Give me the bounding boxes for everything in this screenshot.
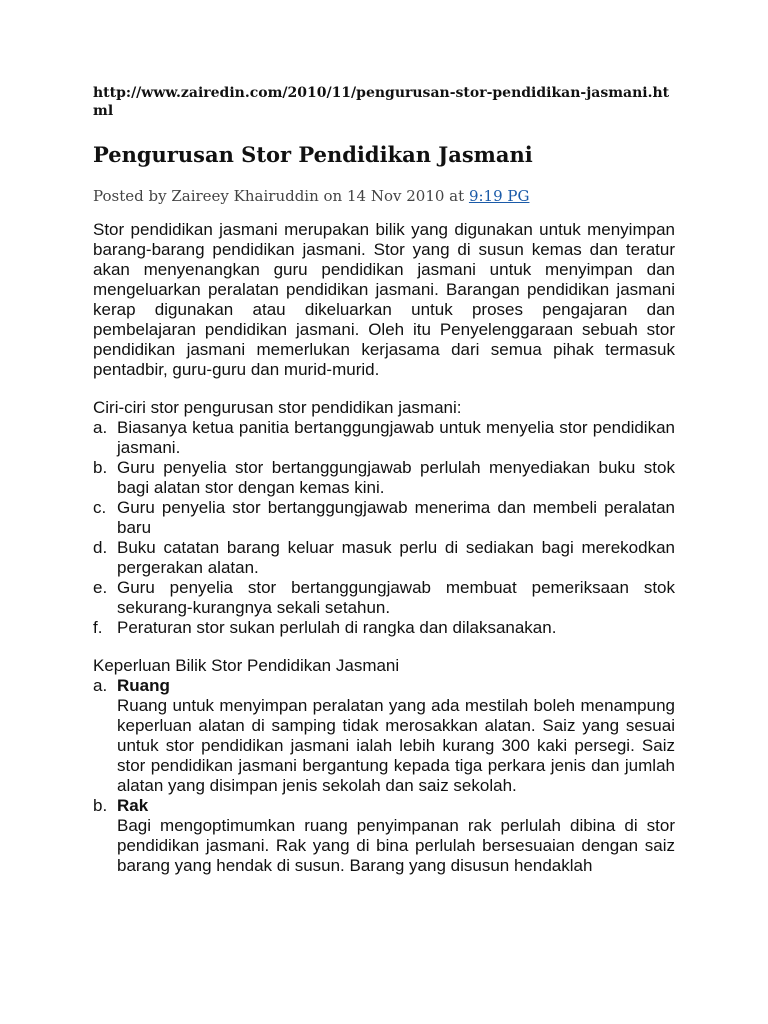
list-item-content [117,676,675,796]
list-marker: b. [93,796,108,815]
list-item [93,618,675,638]
byline [93,186,675,206]
list-item [93,418,675,458]
item-text-ruang: Ruang untuk menyimpan peralatan yang ada mestilah boleh menampung keperluan alatan di samping tidak merosakkan alatan. Saiz yang sesuai untuk stor pendidikan jasmani ialah lebih kurang 300 kaki persegi. Saiz stor pendidikan jasmani bergantung kepada tiga perkara jenis dan jumlah alatan yang disimpan jenis sekolah dan saiz sekolah. [117,696,675,795]
list-item-content [117,796,675,876]
list-marker: f. [93,618,103,637]
intro-paragraph: Stor pendidikan jasmani merupakan bilik yang digunakan untuk menyimpan barang-barang pendidikan jasmani. Stor yang di susun kemas dan teratur akan menyenangkan guru pendidikan jasmani untuk menyimpan dan mengeluarkan peralatan pendidikan jasmani. Barangan pendidikan jasmani kerap digunakan atau dikeluarkan untuk proses pengajaran dan pembelajaran pendidikan jasmani. Oleh itu Penyelenggaraan sebuah stor pendidikan jasmani memerlukan kerjasama dari semua pihak termasuk pentadbir, guru-guru dan murid-murid. [93,220,675,379]
list-marker: c. [93,498,107,517]
byline-text: Posted by Zaireey Khairuddin on 14 Nov 2010 at [93,187,469,205]
item-heading-rak: Rak [117,796,149,815]
list-item [93,538,675,578]
keperluan-list [93,676,675,876]
list-item-text: Guru penyelia stor bertanggungjawab perlulah menyediakan buku stok bagi alatan stor dengan kemas kini. [117,458,675,497]
list-marker: e. [93,578,108,597]
list-marker: b. [93,458,108,477]
ciri-section [93,398,675,638]
list-item-text: Peraturan stor sukan perlulah di rangka dan dilaksanakan. [117,618,557,637]
list-item-text: Guru penyelia stor bertanggungjawab membuat pemeriksaan stok sekurang-kurangnya sekali setahun. [117,578,675,617]
list-item-text: Biasanya ketua panitia bertanggungjawab untuk menyelia stor pendidikan jasmani. [117,418,675,457]
article-title: Pengurusan Stor Pendidikan Jasmani [93,142,533,167]
list-item [93,578,675,618]
ciri-list [93,418,675,638]
list-item-text: Guru penyelia stor bertanggungjawab menerima dan membeli peralatan baru [117,498,675,537]
list-marker: d. [93,538,108,557]
ciri-heading: Ciri-ciri stor pengurusan stor pendidikan jasmani: [93,398,462,417]
list-item [93,796,675,876]
keperluan-heading: Keperluan Bilik Stor Pendidikan Jasmani [93,656,400,675]
list-marker: a. [93,418,108,437]
time-link[interactable]: 9:19 PG [468,187,530,205]
article-body [93,220,675,876]
item-text-rak: Bagi mengoptimumkan ruang penyimpanan rak perlulah dibina di stor pendidikan jasmani. Rak yang di bina perlulah bersesuaian dengan saiz barang yang hendak di susun. Barang yang disusun hendaklah [117,816,675,875]
list-marker: a. [93,676,108,695]
list-item [93,676,675,796]
keperluan-section [93,656,675,876]
list-item-text: Buku catatan barang keluar masuk perlu di sediakan bagi merekodkan pergerakan alatan. [117,538,675,577]
document-page [93,84,675,876]
list-item [93,498,675,538]
source-url[interactable]: http://www.zairedin.com/2010/11/pengurusan-stor-pendidikan-jasmani.html [93,85,670,119]
list-item [93,458,675,498]
item-heading-ruang: Ruang [117,676,170,695]
